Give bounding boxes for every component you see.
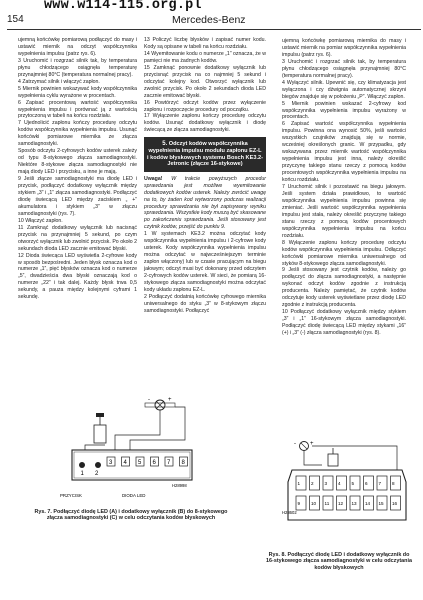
paragraph: 8 Wyłączenie zapłonu kończy procedurę odczytu kodów współczynnika wypełnienia impulsu. Odłączyć końcówki pomiarowe miernika uniwersalnego od styków 8-stykowego złącza samodiagnostyki.: [282, 239, 406, 267]
caption-text: Podłączyć diodę LED i dodatkowy wyłącznik do 16-stykowego złącza samodiagnostyki w celu odczytania kodów błyskowych: [266, 552, 412, 571]
figure-code: H28602: [282, 510, 297, 515]
column-3: [282, 38, 406, 337]
paragraph: 6 Zapisać procentową wartość współczynnika wypełnienia impulsu i porównać ją z wartością przytoczoną w tabeli na końcu rozdziału.: [18, 99, 137, 120]
pin-label: 4: [338, 481, 341, 486]
pin-label: 3: [109, 460, 113, 466]
plus-sign: +: [168, 397, 172, 403]
paragraph: 2 Podłączyć dodatnią końcówkę cyfrowego miernika uniwersalnego do styku „3” w 8-stykowym złączu samodiagnostyki. Podłączyć: [144, 293, 266, 314]
paragraph: 15 Zamknąć ponownie dodatkowy wyłącznik lub przycisnąć przycisk na co najmniej 5 sekund i odczytać kolejny kod. Otworzyć wyłącznik lub zwolnić przycisk. Po około 2 sekundach dioda LED zacznie emitować błyski.: [144, 64, 266, 99]
figure-7-diagram: [60, 395, 195, 505]
paragraph: 16 Powtórzyć odczyt kodów przez wyłączenie zapłonu i rozpoczęcie procedury od początku.: [144, 99, 266, 113]
minus-sign: -: [294, 441, 296, 447]
section-heading: 5. Odczyt kodów współczynnika wypełnienia impulsu modułu zapłonu EZ-L i kodów błyskowych systemu Bosch KE3.2-Jetronic (złącze 16-stykowe): [144, 137, 266, 171]
pin-label: 7: [167, 460, 171, 466]
pin-label: 4: [123, 460, 127, 466]
paragraph: 9 Jeśli stosowany jest czytnik kodów, należy go podłączyć do złącza samodiagnostyki, a następnie wykonać odczyt kodów zgodnie z instrukcją producenta. Należy pamiętać, że czytnik kodów odczytuje kody usterek wyświetlane przez diodę LED zgodnie z instrukcją producenta.: [282, 267, 406, 309]
pin-label: 1: [297, 481, 301, 486]
pin-label: 2: [95, 471, 99, 477]
pin-label: 13: [351, 501, 357, 506]
pin-label: 5: [351, 481, 355, 486]
paragraph: 11 Zamknąć dodatkowy wyłącznik lub nacisnąć przycisk na przynajmniej 5 sekund, po czym otworzyć wyłącznik lub zwolnić przycisk. Po około 2 sekundach dioda LED zacznie emitować błyski.: [18, 224, 137, 252]
paragraph: 6 Zapisać wartość współczynnika wypełnienia impulsu. Powinna ona wynosić 50%, jeśli wartości wszystkich czujników znajdują się w normie, wcześniej określonych granic. W przypadku, gdy wskazywana przez miernik wartość współczynnika wypełnienia impulsu jest inna, należy określić przyczynę takiego stanu rzeczy z pomocą kodów procentowych współczynnika wypełnienia impulsu na końcu rozdziału.: [282, 121, 406, 184]
paragraph: ujemną końcówkę pomiarową miernika do masy i ustawić miernik na pomiar współczynnika wypełnienia impulsu (patrz rys. 6).: [282, 38, 406, 58]
caption-number: Rys. 7.: [34, 509, 52, 515]
pin-label: 1: [80, 471, 84, 477]
paragraph: 17 Wyłączenie zapłonu kończy procedurę odczytu kodów. Usunąć dodatkowy wyłącznik i diodę świecącą ze złącza samodiagnostyki.: [144, 113, 266, 134]
page-header: [7, 14, 418, 28]
plus-sign: +: [310, 441, 314, 447]
pin-label: 11: [324, 501, 330, 506]
paragraph: ujemną końcówkę pomiarową podłączyć do masy i ustawić miernik na odczyt współczynnika wypełnienia impulsu (patrz rys. 6).: [18, 37, 137, 57]
paragraph: 3 Uruchomić i rozgrzać silnik tak, by temperatura płynu chłodzącego osiągnęła temperaturę przynajmniej 80°C (temperatura normalnej pracy).: [18, 57, 137, 78]
pin-label: 6: [365, 481, 368, 486]
header-rule: [7, 29, 421, 30]
button-label: PRZYCISK: [60, 493, 82, 498]
led-icon: [300, 442, 309, 451]
figure-8-diagram: [282, 440, 412, 530]
minus-sign: -: [148, 397, 150, 403]
column-2: [144, 37, 266, 315]
pin-label: 5: [138, 460, 142, 466]
figure-8-caption: [264, 552, 414, 571]
paragraph: 7 Ujednolicić zapłonu kończy procedurę odczytu kodów współczynnika wypełnienia impulsu. Usunąć końcówki pomiarowe miernika ze złącza samodiagnostyki.: [18, 120, 137, 148]
switch-icon: [94, 413, 106, 443]
switch-icon: [328, 448, 338, 466]
paragraph: 12 Dioda świecąca LED wyświetla 2-cyfrowe kody w sposób bezpośredni. Jeden błysk oznacza kod o numerze „1”, pięć błysków oznacza kod o numerze „5”, dwadzieścia dwa błyski oznaczają kod o numerze „22” i tak dalej. Każdy błysk trwa 0,5 sekundy, a pauza między kolejnymi cyframi 1 sekundę.: [18, 252, 137, 301]
paragraph: 4 Zatrzymać silnik i włączyć zapłon.: [18, 78, 100, 85]
pin-label: 8: [392, 481, 395, 486]
figure-code: H28998: [172, 483, 187, 488]
paragraph: 10 Podłączyć dodatkowy wyłącznik między stykiem „3” i „1” 16-stykowym złącza samodiagnostyki. Podłączyć diodę świecącą LED między stykami „16” (+) i „3” (-) złącza samodiagnostyki (rys. 8).: [282, 309, 406, 337]
led-icon: [155, 400, 165, 410]
page-number: 154: [7, 14, 24, 25]
paragraph: 13 Policzyć liczbę błysków i zapisać numer kodu. Kody są opisane w tabeli na końcu rozdziału.: [144, 37, 266, 50]
column-1: [18, 37, 137, 301]
pin-label: 7: [378, 481, 382, 486]
pin-label: 3: [324, 481, 328, 486]
pin-label: 12: [338, 501, 344, 506]
caption-text: Podłączyć diodę LED (A) i dodatkowy wyłącznik (B) do 8-stykowego złącza samodiagnostyki (C) w celu odczytania kodów błyskowych: [46, 509, 228, 522]
watermark: www.w114-115.org.pl: [44, 0, 202, 13]
paragraph: 1 W systemach KE3.2 można odczytać kody współczynnika wypełnienia impulsu i 2-cyfrowe kody usterek. Kody współczynnika wypełnienia impulsu można odczytać w najwcześniejszym terminie zapłon włączony) lub w czasie pracującym na biegu jałowym; odczyt musi być dokonany przed odczytem 2-cyfrowych kodów usterek. W sieci, że pomiarą 16-stykowego złącza samodiagnostyki można odczytać kody układu zapłonu EZ-L.: [144, 231, 266, 293]
section-title: Odczyt kodów współczynnika wypełnienia impulsu modułu zapłonu EZ-L i kodów błyskowych systemu Bosch KE3.2-Jetronic (złącze 16-stykowe): [147, 141, 263, 168]
paragraph: Sposób odczytu 2-cyfrowych kodów usterek zależy od typu 8-stykowego złącza samodiagnostyki. Niektóre 8-stykowe złącza samodiagnostyki nie mają diody LED i przycisku, a inne je mają.: [18, 148, 137, 176]
caption-number: Rys. 8.: [268, 552, 286, 558]
brand-name: Mercedes-Benz: [172, 14, 246, 26]
pin-label: 14: [365, 501, 371, 506]
paragraph: 5 Miernik powinien wskazać 2-cyfrowy kod współczynnika wypełnienia impulsu wyrażony w procentach.: [282, 100, 406, 121]
led-label: DIODA LED: [122, 493, 146, 498]
figure-7-caption: [28, 509, 234, 522]
warning-note: [144, 176, 266, 232]
connector-8-pin: [72, 450, 192, 480]
section-number: 5: [162, 141, 166, 148]
pin-label: 10: [311, 501, 317, 506]
pin-label: 6: [152, 460, 156, 466]
paragraph: 4 Wyłączyć silnik. Upewnić się, czy klimatyzacja jest wyłączona i czy dźwignia automatycznej skrzyni biegów znajduje się w położeniu „P”. Włączyć zapłon.: [282, 79, 406, 100]
warning-text: W trakcie powyższych procedur sprawdzania jest możliwe wyemitowanie dodatkowych kodów usterek. Należy zwrócić uwagę na to, by żaden kod wytworzony podczas realizacji procedury sprawdzania nie był zapisywany wyniku sprawdzania. Wszystkie kody muszą być skasowane po zakończeniu sprawdzania. Jeśli stosowany jest czytnik kodów, przejść do punktu 9.: [144, 175, 266, 231]
pin-label: 16: [392, 501, 398, 506]
pin-label: 8: [181, 460, 185, 466]
pin-label: 9: [297, 501, 301, 506]
paragraph: 10 Włączyć zapłon.: [18, 217, 63, 224]
paragraph: 14 Wyemitowanie kodu o numerze „1” oznacza, że w pamięci nie ma żadnych kodów.: [144, 50, 266, 64]
paragraph: 9 Jeśli złącze samodiagnostyki ma diodę LED i przycisk, podłączyć dodatkowy wyłącznik między stykiem „3” i „1” złącza samodiagnostyki. Podłączyć diodę świecącą LED między zaciskiem „ +” akumulatora i stykiem „3” w złączu samodiagnostyki (rys. 7).: [18, 176, 137, 217]
paragraph: 5 Miernik powinien wskazywać kody współczynnika wypełnienia cyklu wyrażone w procentach.: [18, 85, 137, 99]
paragraph: 3 Uruchomić i rozgrzać silnik tak, by temperatura płynu chłodzącego osiągnęła przynajmniej 80°C (temperatura normalnej pracy).: [282, 58, 406, 79]
pin-label: 2: [311, 481, 314, 486]
warning-label: Uwaga!: [144, 175, 163, 182]
paragraph: 7 Uruchomić silnik i pozostawić na biegu jałowym. Jeśli system działa prawidłowo, to wartość współczynnika wypełnienia impulsu powinna się zmieniać. Jeśli wartość współczynnika wypełnienia impulsu jest stała, należy określić przyczynę takiego stanu rzeczy z pomocą kodów procentowych współczynnika wypełnienia impulsu na końcu rozdziału.: [282, 184, 406, 239]
pin-label: 15: [378, 501, 384, 506]
